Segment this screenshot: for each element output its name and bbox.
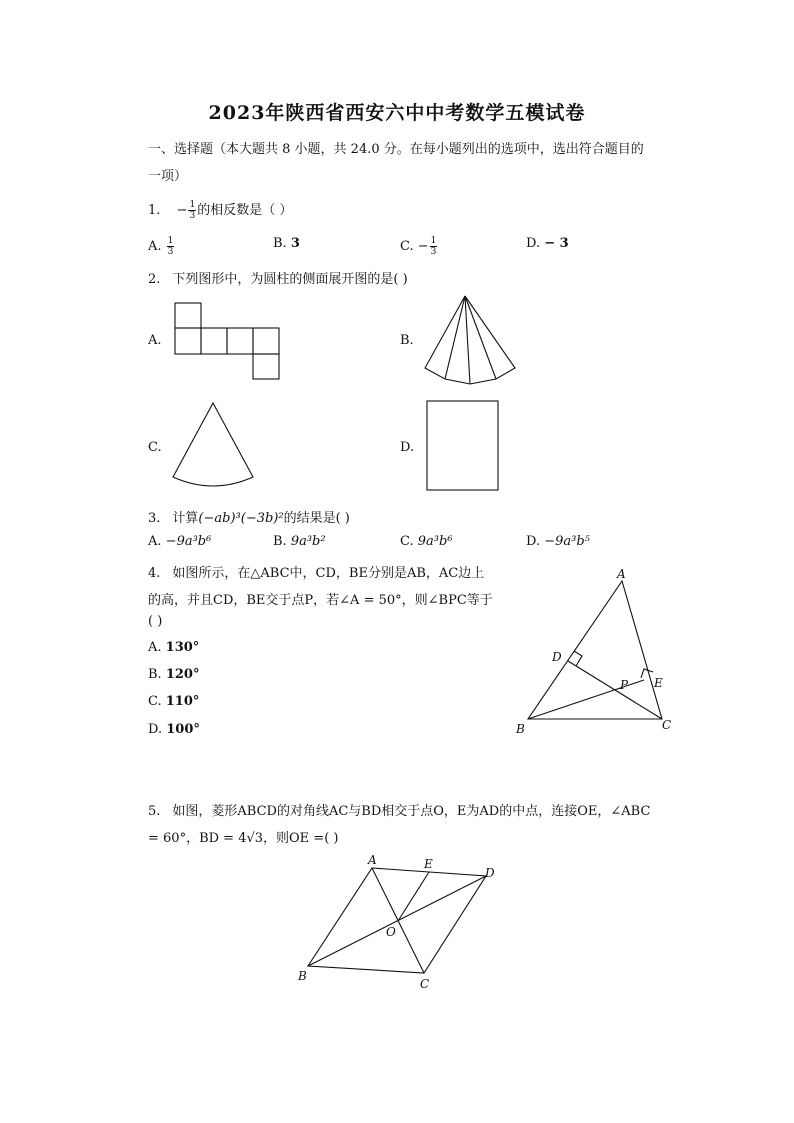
svg-text:D: D bbox=[552, 650, 562, 664]
question-2: 2. 下列图形中，为圆柱的侧面展开图的是( ) bbox=[148, 272, 408, 287]
page-title: 2023年陕西省西安六中中考数学五模试卷 bbox=[208, 102, 586, 124]
question-4-line3: ( ) bbox=[148, 614, 163, 629]
svg-text:D: D bbox=[485, 866, 495, 880]
question-5-line1: 5. 如图，菱形ABCD的对角线AC与BD相交于点O，E为AD的中点，连接OE，∠ABC bbox=[148, 804, 651, 819]
svg-text:C: C bbox=[662, 718, 672, 732]
question-3: 3. 计算(−ab)³(−3b)²的结果是( ) bbox=[148, 511, 350, 526]
svg-text:O: O bbox=[386, 925, 396, 939]
svg-text:P: P bbox=[620, 678, 629, 692]
q3-option-c: C. 9a³b⁶ bbox=[400, 534, 453, 549]
q4-option-b: B. 120° bbox=[148, 667, 200, 682]
q2-option-a-label: A. bbox=[148, 333, 162, 348]
q2-option-b-label: B. bbox=[400, 333, 414, 348]
question-4-line1: 4. 如图所示，在△ABC中，CD，BE分别是AB，AC边上 bbox=[148, 566, 485, 581]
sector-figure bbox=[168, 400, 258, 490]
rectangle-figure bbox=[424, 398, 502, 494]
svg-text:B: B bbox=[516, 722, 525, 736]
svg-text:E: E bbox=[424, 857, 433, 871]
rhombus-abcd-figure bbox=[290, 848, 510, 998]
q3-option-a: A. −9a³b⁶ bbox=[148, 534, 212, 549]
q3-option-b: B. 9a³b² bbox=[273, 534, 326, 549]
svg-text:A: A bbox=[617, 567, 626, 581]
q1-option-d: D. − 3 bbox=[526, 236, 569, 251]
negative-sign: − bbox=[176, 203, 188, 218]
q2-option-c-label: C. bbox=[148, 440, 162, 455]
question-1 bbox=[148, 199, 292, 221]
question-5-line2: = 60°，BD = 4√3，则OE =( ) bbox=[148, 831, 339, 846]
svg-text:A: A bbox=[368, 853, 377, 867]
cube-net-figure bbox=[170, 298, 285, 384]
triangle-abc-figure bbox=[510, 565, 685, 740]
fraction: $\frac{1}{3}$ bbox=[189, 200, 196, 221]
q4-option-c: C. 110° bbox=[148, 694, 200, 709]
svg-text:C: C bbox=[420, 977, 430, 991]
question-4-line2: 的高，并且CD，BE交于点P，若∠A = 50°，则∠BPC等于 bbox=[148, 593, 493, 608]
section-header-line1: 一、选择题（本大题共 8 小题，共 24.0 分。在每小题列出的选项中，选出符合题目的 bbox=[148, 142, 644, 157]
question-text: 的相反数是（ ） bbox=[197, 203, 293, 218]
q4-option-d: D. 100° bbox=[148, 722, 200, 737]
pyramid-net-figure bbox=[420, 293, 530, 388]
question-number: 1. bbox=[148, 203, 161, 218]
section-header-line2: 一项） bbox=[148, 169, 188, 184]
q2-option-d-label: D. bbox=[400, 440, 415, 455]
svg-text:B: B bbox=[298, 969, 307, 983]
q1-option-c: C. − $\frac{1}{3}$ bbox=[400, 236, 437, 257]
q1-option-a: A. $\frac{1}{3}$ bbox=[148, 236, 174, 257]
q3-option-d: D. −9a³b⁵ bbox=[526, 534, 590, 549]
q4-option-a: A. 130° bbox=[148, 640, 200, 655]
svg-text:E: E bbox=[654, 676, 663, 690]
q1-option-b: B. 3 bbox=[273, 236, 300, 251]
